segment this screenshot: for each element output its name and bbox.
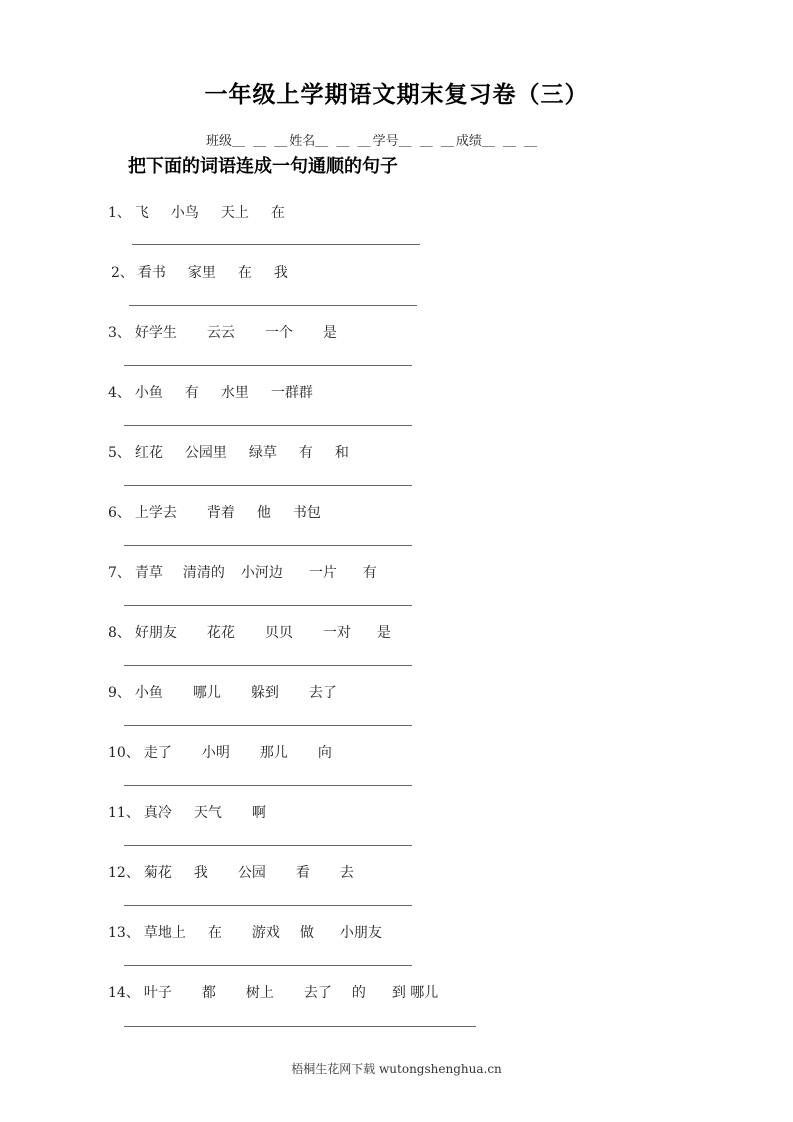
word-token: 那儿 <box>259 745 288 761</box>
answer-line[interactable] <box>129 305 417 306</box>
answer-line[interactable] <box>124 485 412 486</box>
answer-line[interactable] <box>124 665 412 666</box>
word-token: 是 <box>322 325 337 341</box>
word-token: 小河边 <box>240 565 283 581</box>
word-token: 小明 <box>201 745 230 761</box>
footer-source: 梧桐生花网下载 wutongshenghua.cn <box>291 1062 502 1076</box>
word-token: 看书 <box>137 265 166 281</box>
word-token: 做 <box>299 925 314 941</box>
word-token: 躲到 <box>250 685 279 701</box>
name-blank: ＿ ＿ ＿ <box>315 134 373 149</box>
question-number: 13、 <box>108 925 140 941</box>
word-token: 小鱼 <box>134 685 163 701</box>
answer-line[interactable] <box>124 785 412 786</box>
answer-line[interactable] <box>124 905 412 906</box>
question-item <box>108 682 337 702</box>
word-token: 水里 <box>220 385 249 401</box>
word-token: 天上 <box>220 205 249 221</box>
answer-line[interactable] <box>124 605 412 606</box>
question-number: 12、 <box>108 865 140 881</box>
word-token: 公园 <box>237 865 266 881</box>
name-label: 姓名 <box>289 134 316 149</box>
student-info-line <box>206 130 539 149</box>
word-token: 一群群 <box>270 385 313 401</box>
word-token: 家里 <box>187 265 216 281</box>
question-number: 8、 <box>108 625 131 641</box>
word-token: 在 <box>207 925 222 941</box>
question-item <box>111 262 288 282</box>
word-token: 小鱼 <box>134 385 163 401</box>
question-number: 9、 <box>108 685 131 701</box>
answer-line[interactable] <box>124 725 412 726</box>
question-item <box>108 982 438 1002</box>
word-token: 和 <box>334 445 349 461</box>
question-number: 1、 <box>108 205 131 221</box>
word-token: 云云 <box>206 325 235 341</box>
section-instruction: 把下面的词语连成一句通顺的句子 <box>128 156 398 177</box>
answer-line[interactable] <box>124 845 412 846</box>
page-title: 一年级上学期语文期末复习卷（三） <box>204 82 589 108</box>
word-token: 背着 <box>206 505 235 521</box>
word-token: 公园里 <box>184 445 227 461</box>
question-item <box>108 742 332 762</box>
question-number: 2、 <box>111 265 134 281</box>
answer-line[interactable] <box>124 1026 476 1027</box>
word-token: 都 <box>201 985 216 1001</box>
question-number: 10、 <box>108 745 140 761</box>
class-label: 班级 <box>206 134 233 149</box>
word-token: 在 <box>270 205 285 221</box>
word-token: 一对 <box>322 625 351 641</box>
word-token: 有 <box>298 445 313 461</box>
answer-line[interactable] <box>124 545 412 546</box>
question-number: 5、 <box>108 445 131 461</box>
word-token: 的 <box>351 985 366 1001</box>
answer-line[interactable] <box>132 244 420 245</box>
word-token: 走了 <box>143 745 172 761</box>
question-number: 3、 <box>108 325 131 341</box>
score-blank: ＿ ＿ ＿ <box>481 134 540 149</box>
word-token: 游戏 <box>251 925 280 941</box>
answer-line[interactable] <box>124 965 412 966</box>
word-token: 青草 <box>134 565 163 581</box>
answer-line[interactable] <box>124 425 412 426</box>
word-token: 花花 <box>206 625 235 641</box>
word-token: 小鸟 <box>170 205 199 221</box>
word-token: 去了 <box>308 685 337 701</box>
question-item <box>108 562 377 582</box>
word-token: 看 <box>295 865 310 881</box>
word-token: 真冷 <box>143 805 172 821</box>
word-token: 红花 <box>134 445 163 461</box>
word-token: 啊 <box>251 805 266 821</box>
word-token: 书包 <box>292 505 321 521</box>
question-item <box>108 802 266 822</box>
word-token: 菊花 <box>143 865 172 881</box>
id-label: 学号 <box>372 134 399 149</box>
question-number: 6、 <box>108 505 131 521</box>
word-token: 一片 <box>308 565 337 581</box>
word-token: 草地上 <box>143 925 186 941</box>
question-item <box>108 322 337 342</box>
class-blank: ＿ ＿ ＿ <box>232 134 290 149</box>
word-token: 贝贝 <box>264 625 293 641</box>
word-token: 飞 <box>134 205 149 221</box>
word-token: 去了 <box>303 985 332 1001</box>
question-item <box>108 622 391 642</box>
word-token: 到 哪儿 <box>391 985 439 1001</box>
question-number: 14、 <box>108 985 140 1001</box>
word-token: 好朋友 <box>134 625 177 641</box>
word-token: 树上 <box>245 985 274 1001</box>
word-token: 我 <box>193 865 208 881</box>
word-token: 去 <box>339 865 354 881</box>
word-token: 清清的 <box>182 565 225 581</box>
question-item <box>108 862 354 882</box>
word-token: 一个 <box>264 325 293 341</box>
word-token: 上学去 <box>134 505 177 521</box>
word-token: 绿草 <box>248 445 277 461</box>
word-token: 小朋友 <box>339 925 382 941</box>
word-token: 叶子 <box>143 985 172 1001</box>
word-token: 是 <box>376 625 391 641</box>
word-token: 我 <box>273 265 288 281</box>
score-label: 成绩 <box>455 134 482 149</box>
word-token: 在 <box>237 265 252 281</box>
answer-line[interactable] <box>124 365 412 366</box>
question-item <box>108 202 285 222</box>
word-token: 好学生 <box>134 325 177 341</box>
id-blank: ＿ ＿ ＿ <box>398 134 456 149</box>
word-token: 向 <box>317 745 332 761</box>
question-number: 4、 <box>108 385 131 401</box>
word-token: 有 <box>362 565 377 581</box>
question-number: 7、 <box>108 565 131 581</box>
question-item <box>108 442 349 462</box>
question-number: 11、 <box>108 805 140 821</box>
word-token: 哪儿 <box>192 685 221 701</box>
question-item <box>108 382 313 402</box>
question-item <box>108 922 382 942</box>
word-token: 他 <box>256 505 271 521</box>
question-item <box>108 502 321 522</box>
word-token: 有 <box>184 385 199 401</box>
word-token: 天气 <box>193 805 222 821</box>
